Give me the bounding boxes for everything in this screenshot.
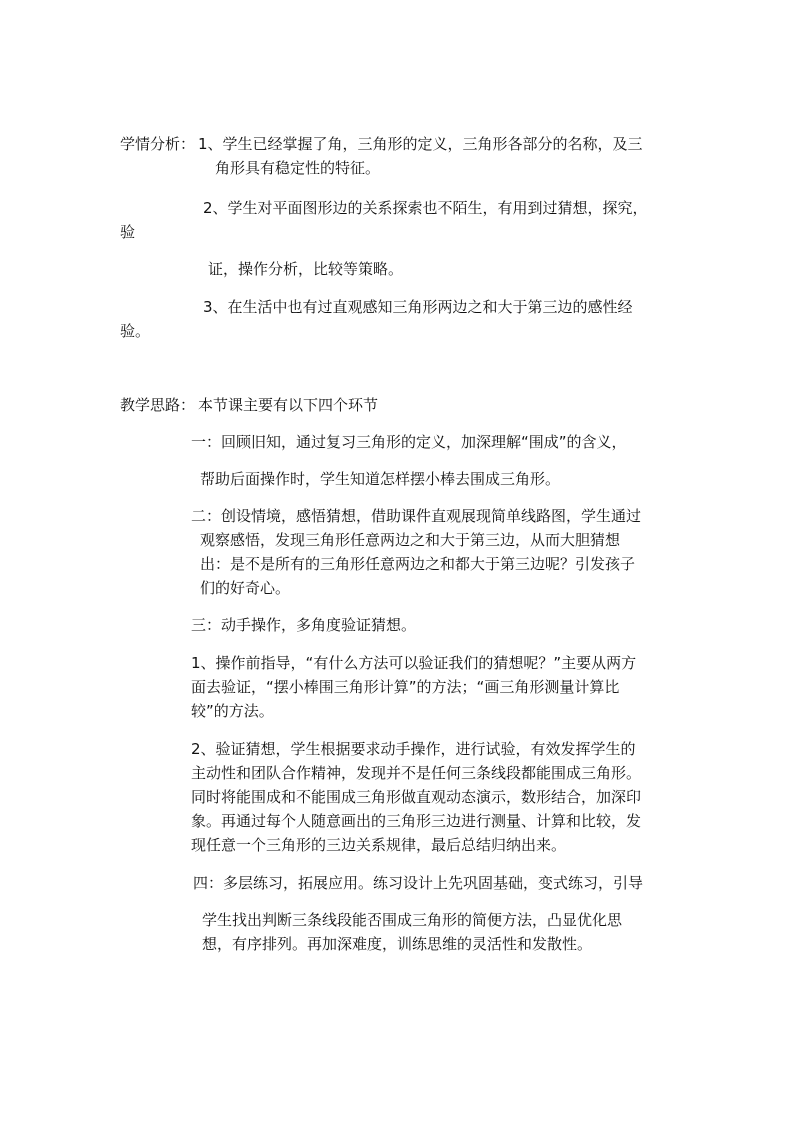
analysis-label: 学情分析： [120, 135, 196, 153]
analysis-item-1-line-1: 1、学生已经掌握了角，三角形的定义，三角形各部分的名称，及三 [198, 135, 643, 153]
step-3-sub-1-line-2: 面去验证，“摆小棒围三角形计算”的方法；“画三角形测量计算比 [191, 678, 620, 696]
step-2-line-2: 观察感悟，发现三角形任意两边之和大于第三边，从而大胆猜想 [200, 531, 621, 549]
step-4-line-2: 学生找出判断三条线段能否围成三角形的简便方法，凸显优化思 [202, 911, 623, 929]
step-2-line-1: 二：创设情境，感悟猜想，借助课件直观展现简单线路图，学生通过 [191, 507, 642, 525]
approach-label: 教学思路： [120, 396, 196, 414]
step-3-sub-1-line-1: 1、操作前指导，“有什么方法可以验证我们的猜想呢？”主要从两方 [191, 654, 637, 672]
step-3: 三：动手操作，多角度验证猜想。 [191, 616, 417, 634]
step-4-line-3: 想，有序排列。再加深难度，训练思维的灵活性和发散性。 [202, 935, 593, 953]
analysis-item-3-line-1: 3、在生活中也有过直观感知三角形两边之和大于第三边的感性经 [203, 298, 633, 316]
approach-intro: 本节课主要有以下四个环节 [198, 396, 379, 414]
analysis-item-2-line-1: 2、学生对平面图形边的关系探索也不陌生，有用到过猜想，探究， [203, 199, 648, 217]
step-3-sub-2-line-1: 2、验证猜想，学生根据要求动手操作，进行试验，有效发挥学生的 [191, 740, 636, 758]
analysis-item-1-line-2: 角形具有稳定性的特征。 [215, 159, 381, 177]
step-2-line-4: 们的好奇心。 [200, 579, 291, 597]
step-2-line-3: 出：是不是所有的三角形任意两边之和都大于第三边呢？引发孩子 [200, 555, 636, 573]
step-1-line-1: 一：回顾旧知，通过复习三角形的定义，加深理解“围成”的含义， [191, 433, 627, 451]
step-3-sub-2-line-3: 同时将能围成和不能围成三角形做直观动态演示，数形结合，加深印 [191, 788, 642, 806]
step-3-sub-2-line-2: 主动性和团队合作精神，发现并不是任何三条线段都能围成三角形。 [191, 764, 642, 782]
step-4-line-1: 四：多层练习，拓展应用。练习设计上先巩固基础，变式练习，引导 [193, 874, 644, 892]
analysis-item-2-line-3: 证，操作分析，比较等策略。 [208, 260, 404, 278]
step-3-sub-2-line-5: 现任意一个三角形的三边关系规律，最后总结归纳出来。 [191, 836, 567, 854]
analysis-item-2-line-2: 验 [120, 223, 136, 241]
step-3-sub-1-line-3: 较”的方法。 [191, 702, 274, 720]
analysis-item-3-line-2: 验。 [120, 322, 151, 340]
step-1-line-2: 帮助后面操作时，学生知道怎样摆小棒去围成三角形。 [200, 470, 561, 488]
step-3-sub-2-line-4: 象。再通过每个人随意画出的三角形三边进行测量、计算和比较，发 [191, 812, 642, 830]
